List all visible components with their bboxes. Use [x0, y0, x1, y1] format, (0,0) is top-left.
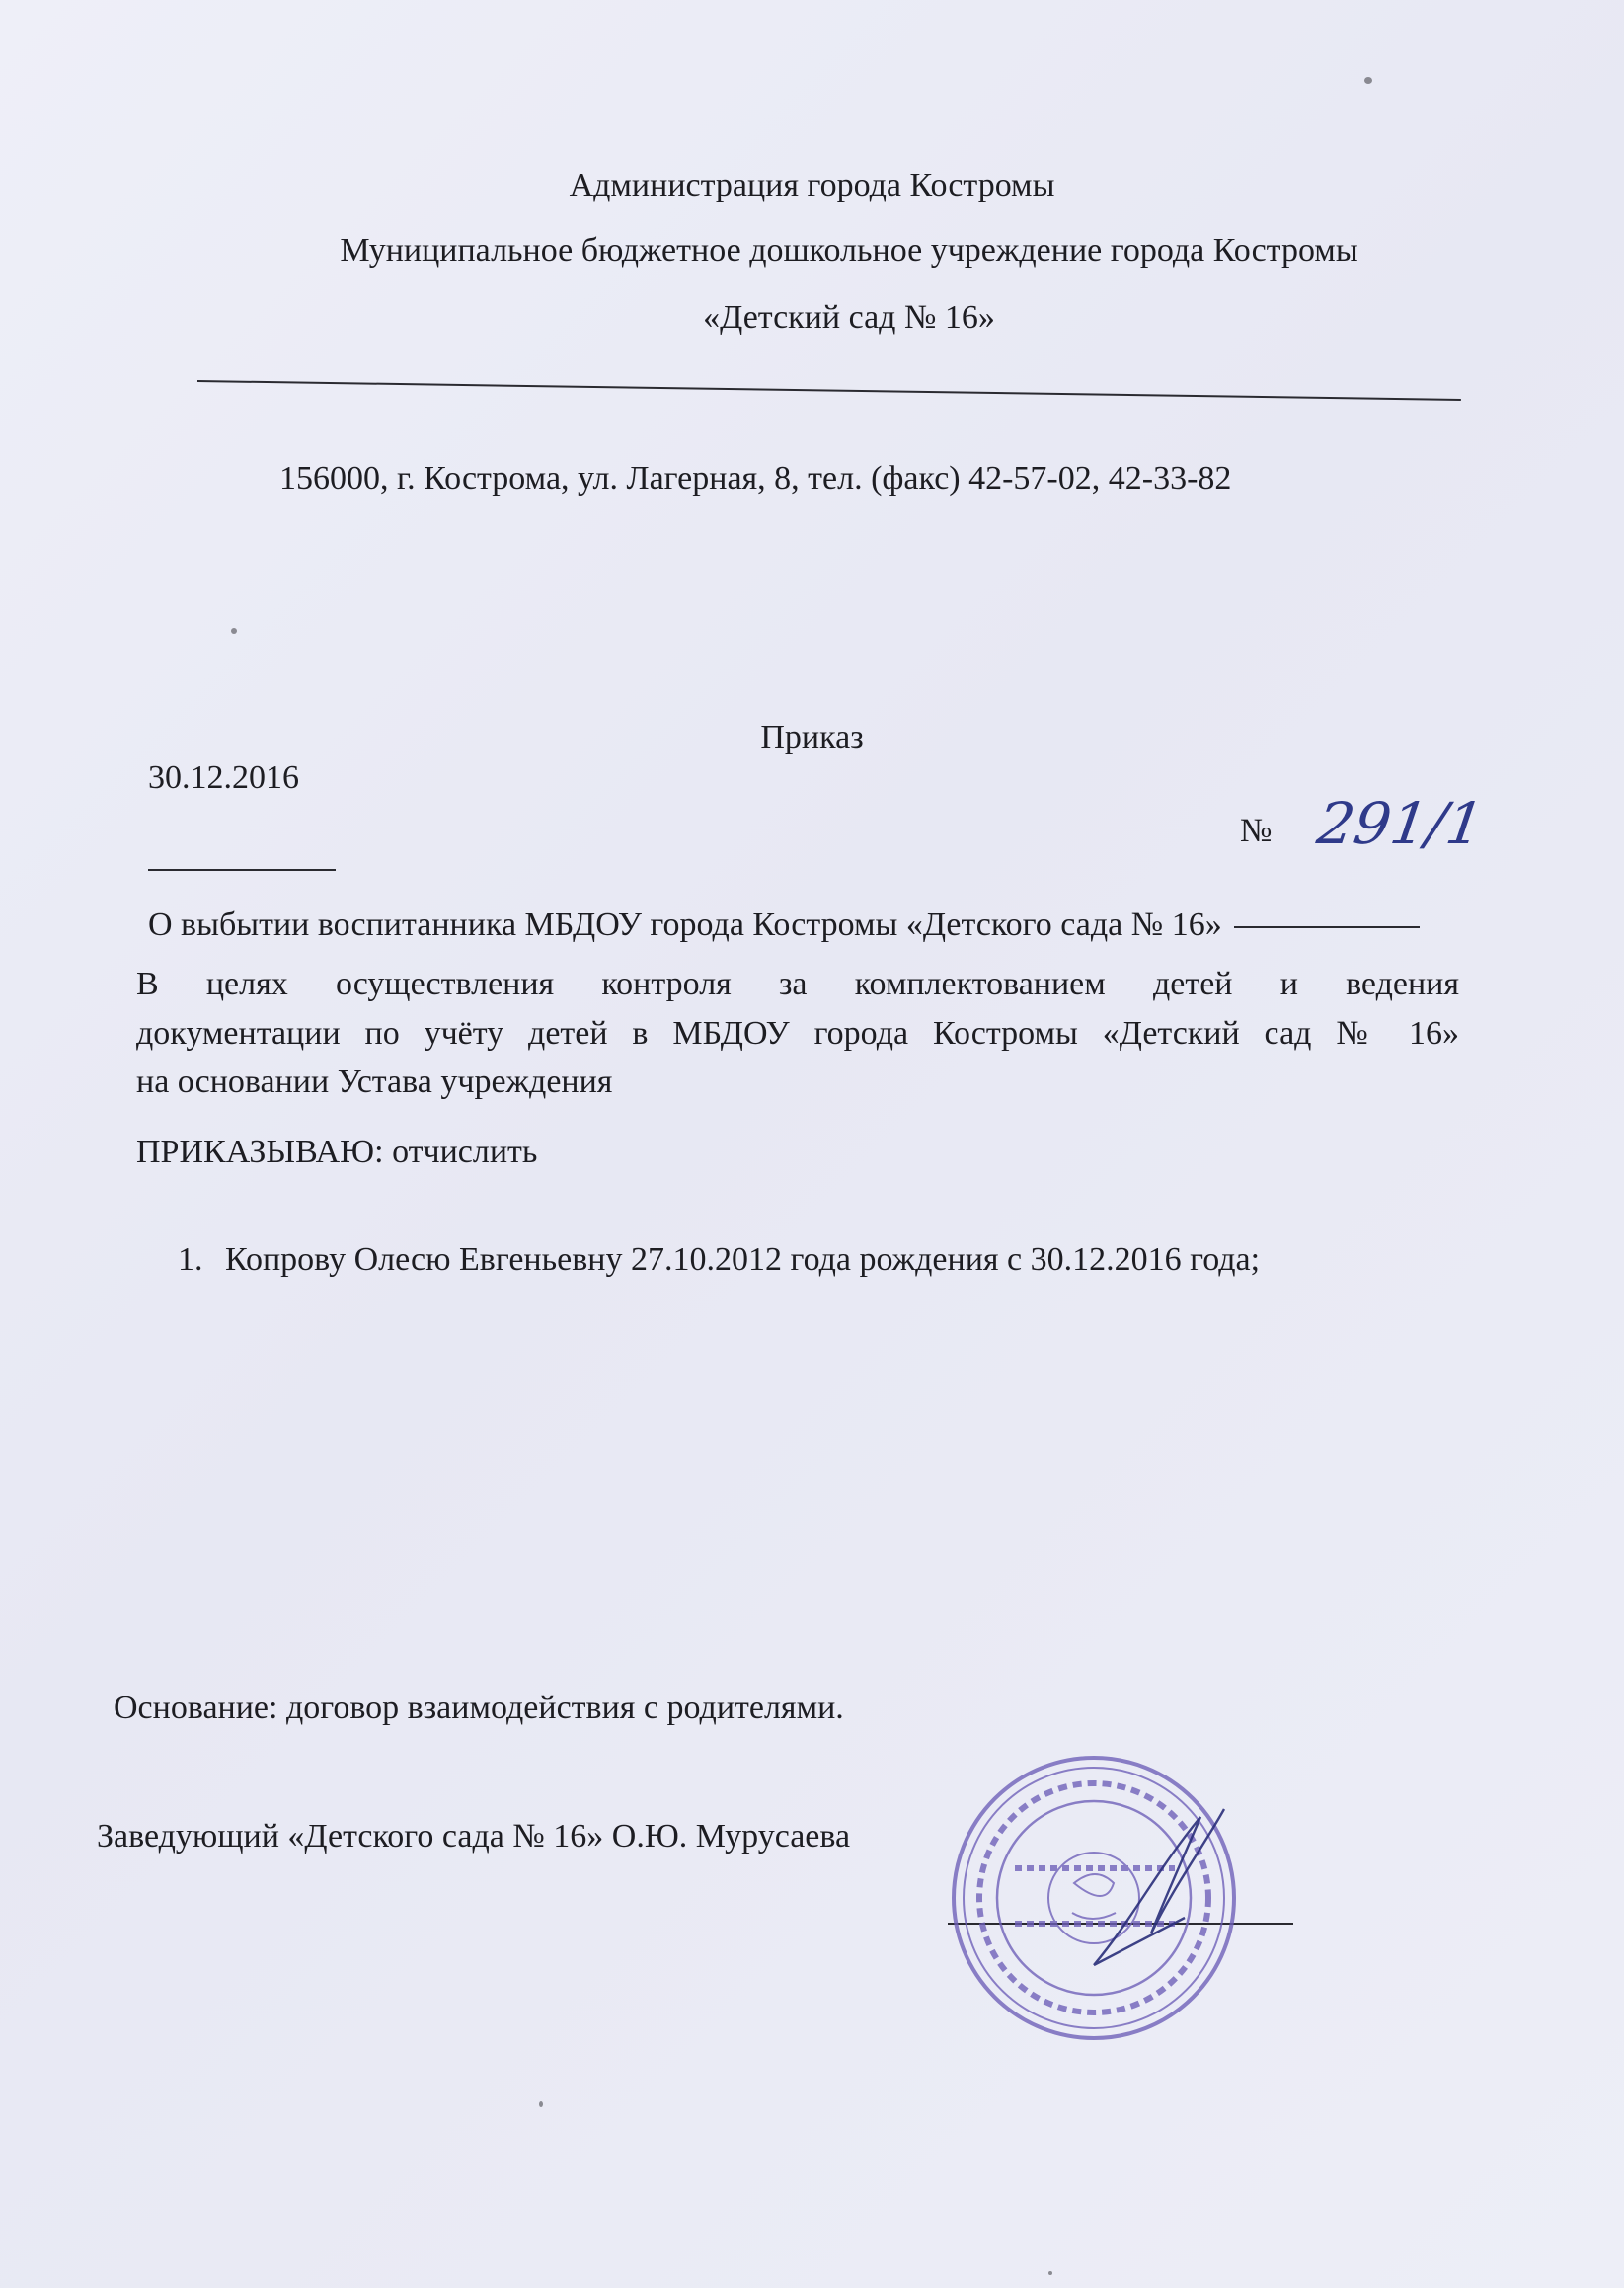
order-number-label: № — [1240, 813, 1273, 849]
official-seal-stamp — [946, 1750, 1242, 2046]
order-subject: О выбытии воспитанника МБДОУ города Костромы «Детского сада № 16» — [148, 907, 1222, 943]
directive: ПРИКАЗЫВАЮ: отчислить — [136, 1134, 538, 1170]
list-item-text: Копрову Олесю Евгеньевну 27.10.2012 года рождения с 30.12.2016 года; — [225, 1241, 1261, 1278]
preamble-line-1: В целях осуществления контроля за комплектованием детей и ведения — [136, 966, 1459, 1002]
header-institution: Муниципальное бюджетное дошкольное учреждение города Костромы — [340, 232, 1358, 269]
header-name: «Детский сад № 16» — [703, 299, 995, 336]
list-item-number: 1. — [178, 1241, 203, 1278]
date-underline — [148, 869, 336, 871]
paper-speck — [1048, 2271, 1052, 2275]
preamble-line-2: документации по учёту детей в МБДОУ города Костромы «Детский сад № 16» — [136, 1015, 1459, 1052]
preamble-line-3: на основании Устава учреждения — [136, 1064, 613, 1100]
order-number-handwritten: 291/1 — [1313, 790, 1488, 857]
order-date: 30.12.2016 — [148, 759, 299, 796]
paper-speck — [539, 2101, 543, 2107]
basis-line: Основание: договор взаимодействия с родителями. — [114, 1690, 844, 1726]
paper-speck — [1364, 77, 1372, 84]
header-address: 156000, г. Кострома, ул. Лагерная, 8, тел. (факс) 42-57-02, 42-33-82 — [279, 460, 1232, 497]
order-title: Приказ — [760, 719, 864, 755]
number-underline — [1234, 926, 1420, 928]
header-administration: Администрация города Костромы — [569, 167, 1055, 203]
signature-line: Заведующий «Детского сада № 16» О.Ю. Мурусаева — [97, 1818, 851, 1854]
paper-speck — [231, 628, 237, 634]
header-divider — [197, 380, 1461, 401]
